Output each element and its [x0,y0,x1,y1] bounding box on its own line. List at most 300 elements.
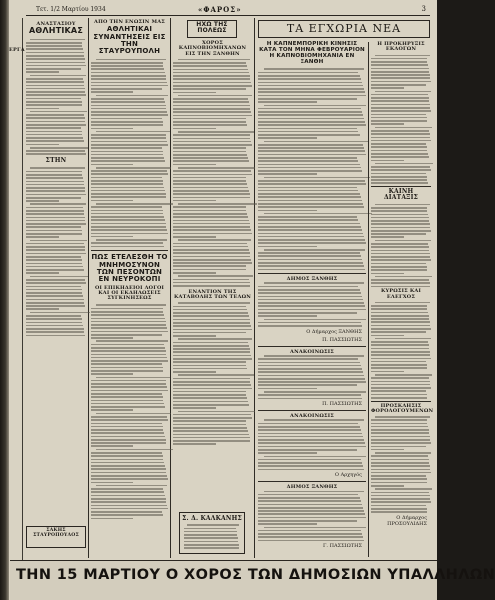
text-line [375,416,430,418]
text-line [184,528,236,530]
text-line [371,432,429,434]
text-line [371,462,429,464]
text-line [173,269,246,271]
text-line [371,84,426,86]
text-line [371,94,428,96]
text-line [258,325,362,327]
ratification-article [371,302,431,399]
text-line [26,295,83,297]
text-line [91,82,167,84]
text-line [371,358,431,360]
text-line [91,508,168,510]
text-line [26,190,85,192]
text-line [264,177,370,179]
text-line [91,354,166,356]
text-line [371,381,430,383]
text-line [258,101,317,103]
text-line [26,114,84,116]
text-line [91,393,162,395]
text-line [371,325,430,327]
text-line [91,344,164,346]
text-line [30,75,86,77]
text-line [173,111,251,113]
text-line [371,279,429,281]
text-line [258,242,366,244]
text-line [173,69,248,71]
text-line [91,465,165,467]
city-echo-box [187,20,237,38]
text-line [91,455,163,457]
text-line [91,164,133,166]
text-line [91,108,166,110]
text-line [91,327,167,329]
text-line [371,423,427,425]
text-line [173,329,252,331]
text-line [258,286,358,288]
text-line [91,432,164,434]
text-line [371,230,431,232]
text-line [371,446,426,448]
col3-article-2 [173,302,252,445]
text-line [26,68,81,70]
text-line [258,259,362,261]
text-line [91,324,166,326]
text-line [258,219,358,221]
text-line [91,187,164,189]
text-line [91,311,163,313]
text-line [173,170,251,172]
text-line [173,420,246,422]
newspaper-name: «ΦΑΡΟΣ» [198,5,242,14]
text-line [371,263,426,265]
text-line [258,82,362,84]
text-line [371,77,430,79]
text-line [178,302,251,304]
text-line [26,286,81,288]
text-line [178,411,255,413]
text-line [371,169,431,171]
text-line [173,315,249,317]
notice-1-signature-name: Π. ΠΑΣΣΙΩΤΗΣ [322,336,362,343]
text-line [91,367,163,369]
text-line [371,498,430,500]
text-line [258,442,365,444]
text-line [375,374,433,376]
text-line [173,368,247,370]
text-line [26,322,82,324]
column-rule [254,18,255,558]
ad-stavropoulos [26,526,86,548]
notice-3-signature: Ο Αρχηγός [334,472,362,479]
text-line [258,462,362,464]
text-line [264,456,366,458]
text-line [91,452,162,454]
text-line [371,64,428,66]
text-line [375,276,433,278]
text-line [371,130,429,132]
text-line [258,362,360,364]
column-rule [88,18,89,558]
text-line [173,404,249,406]
text-line [371,256,430,258]
text-line [264,491,363,493]
text-line [258,210,317,212]
notice-2-signature: Π. ΠΑΣΣΙΩΤΗΣ [322,401,362,408]
text-line [173,197,250,199]
text-line [91,495,165,497]
text-line [264,105,366,107]
text-line [371,318,429,320]
text-line [375,55,430,57]
text-line [371,120,427,122]
text-line [173,206,246,208]
col1-article-2 [26,167,86,336]
elections-headline: Η ΠΡΟΚΗΡΥΞΙΣ ΕΚΛΟΓΩΝ [377,41,425,53]
taxpayers-headline: ΠΡΟΣΚΛΗΣΙΣ ΦΟΡΟΛΟΓΟΥΜΕΝΩΝ [371,402,434,414]
text-line [26,85,84,87]
col3-subhead-1: ΧΟΡΟΣ ΚΑΠΝΟΒΙΟΜΗΧΑΝΩΝ ΕΙΣ ΤΗΝ ΞΑΝΘΗΝ [178,40,247,57]
text-line [91,439,166,441]
text-line [371,210,427,212]
text-line [258,371,363,373]
text-line [258,157,357,159]
col3-article-1 [173,59,252,287]
text-line [91,114,168,116]
text-line [26,223,86,225]
text-line [371,179,427,181]
text-line [371,495,430,497]
text-line [173,437,250,439]
text-line [26,233,82,235]
taxpayers-article [371,416,431,513]
text-line [91,147,162,149]
text-line [30,203,86,205]
text-line [91,91,133,93]
text-line [371,217,429,219]
notice-1-body [258,282,366,326]
text-line [173,285,250,287]
text-line [258,533,362,535]
text-line [173,252,250,254]
masthead [26,3,430,16]
text-line [91,357,167,359]
text-line [371,166,430,168]
text-line [91,423,162,425]
text-line [371,68,429,70]
text-line [258,233,363,235]
text-line [258,510,364,512]
text-line [91,426,163,428]
text-line [91,472,166,474]
text-line [91,321,166,323]
text-line [258,439,364,441]
text-line [258,131,358,133]
text-line [258,365,361,367]
text-line [258,504,362,506]
text-line [173,246,248,248]
text-line [371,71,429,73]
text-line [30,167,85,169]
text-line [91,462,164,464]
text-line [26,315,81,317]
text-line [26,253,86,255]
text-line [91,183,163,185]
text-line [371,505,426,507]
text-line [173,82,251,84]
text-line [30,276,89,278]
text-line [258,426,360,428]
text-line [371,156,429,158]
text-line [371,377,429,379]
text-line [91,501,166,503]
column-1 [26,18,86,558]
text-line [26,217,85,219]
text-line [91,363,162,365]
text-line [258,173,317,175]
text-line [258,88,364,90]
text-line [173,65,247,67]
text-line [91,216,164,218]
text-line [371,140,431,142]
text-line [371,236,404,238]
text-line [371,250,429,252]
text-line [91,160,165,162]
text-line [371,455,428,457]
text-line [26,127,81,129]
text-line [26,117,85,119]
text-line [184,537,238,539]
text-line [91,180,163,182]
text-line [26,91,85,93]
text-line [258,500,361,502]
text-line [264,527,366,529]
text-line [258,236,364,238]
text-line [91,144,168,146]
text-line [173,249,249,251]
text-line [258,170,362,172]
text-line [91,111,167,113]
text-line [375,302,430,304]
text-line [371,508,427,510]
text-line [173,101,249,103]
text-line [173,378,250,380]
text-line [258,200,362,202]
text-line [371,361,426,363]
text-line [173,141,251,143]
text-line [26,121,85,123]
text-line [371,482,427,484]
text-line [173,407,216,409]
right-section-col2 [371,41,434,557]
text-line [173,75,250,77]
notice-divider [258,410,366,411]
text-line [91,128,133,130]
text-line [173,138,250,140]
text-line [371,335,404,337]
col1-top-subhead: ΑΝΑΣΤΑΣΙΟΥ [36,21,76,27]
col2-mid-headline: ΠΩΣ ΕΤΕΛΕΣΘΗ ΤΟ ΜΝΗΜΟΣΥΝΟΝ ΤΩΝ ΠΕΣΟΝΤΩΝ ΕΝ ΝΕΥΡΟΚΟΠΙ [91,253,168,284]
text-line [91,514,163,516]
text-line [173,177,246,179]
text-line [173,430,248,432]
text-line [96,167,171,169]
local-news-banner: ΤΑ ΕΓΧΩΡΙΑ ΝΕΑ [286,22,402,35]
text-line [371,74,430,76]
text-line [258,246,317,248]
text-line [178,275,253,277]
text-line [91,331,168,333]
text-line [258,497,360,499]
text-line [91,478,168,480]
text-line [375,488,433,490]
text-line [91,347,165,349]
text-line [264,249,364,251]
text-line [258,95,366,97]
text-line [173,144,252,146]
text-line [26,58,85,60]
text-line [96,203,173,205]
ratification-headline: ΚΥΡΩΣΙΣ ΚΑΙ ΕΛΕΓΧΟΣ [380,288,422,300]
text-line [26,197,81,199]
text-line [26,325,83,327]
text-line [91,416,167,418]
text-line [371,354,430,356]
text-line [371,253,430,255]
text-line [258,530,361,532]
text-line [371,344,429,346]
text-line [26,171,82,173]
text-line [258,190,358,192]
text-line [26,302,84,304]
text-line [371,472,431,474]
text-line [91,498,166,500]
text-line [371,312,428,314]
text-line [173,213,247,215]
text-line [173,282,250,284]
text-line [258,446,366,448]
text-line [258,134,360,136]
notice-3-title: ΑΝΑΚΟΙΝΩΣΙΣ [290,413,334,420]
text-line [258,216,357,218]
text-line [173,345,249,347]
text-line [91,196,166,198]
text-line [371,384,430,386]
text-line [264,68,363,70]
text-line [96,340,168,342]
text-line [26,153,86,155]
right-section-lead [258,42,366,557]
text-line [371,220,429,222]
text-line [91,475,167,477]
text-line [371,114,426,116]
text-line [30,240,88,242]
text-line [26,269,84,271]
text-line [258,312,357,314]
text-line [173,151,246,153]
text-line [96,449,173,451]
text-line [258,507,363,509]
text-line [371,81,431,83]
text-line [264,391,366,393]
text-line [96,413,171,415]
text-line [264,355,363,357]
spine-strip [9,18,23,578]
text-line [91,505,167,507]
text-line [371,390,426,392]
text-line [258,206,364,208]
ad-left-text: ΣΑΚΗΣ ΣΤΑΥΡΟΠΟΥΛΟΣ [33,528,79,538]
text-line [173,312,248,314]
text-line [258,137,317,139]
text-line [371,348,429,350]
text-line [96,59,167,61]
new-provision-headline: ΚΑΙΝΗ ΔΙΑΤΑΞΙΣ [383,188,419,202]
text-line [26,48,83,50]
local-news-banner-box [258,20,430,38]
binding-edge [0,0,9,600]
text-line [91,137,166,139]
text-line [173,88,246,90]
text-line [258,315,317,317]
text-line [91,75,166,77]
text-line [173,157,248,159]
text-line [371,146,427,148]
text-line [91,409,133,411]
text-line [26,331,84,333]
notice-4-signature: Γ. ΠΑΣΣΙΩΤΗΣ [322,543,362,550]
text-line [371,429,429,431]
text-line [258,398,362,400]
text-line [173,124,247,126]
text-line [371,439,430,441]
text-line [173,265,246,267]
text-line [173,414,251,416]
text-line [26,220,85,222]
text-line [258,309,366,311]
text-line [173,434,249,436]
text-line [91,383,166,385]
text-line [371,246,429,248]
text-line [173,351,250,353]
text-line [258,449,357,451]
text-line [91,360,168,362]
text-line [258,375,364,377]
notice-2-body [258,355,366,399]
text-line [91,380,166,382]
article-divider [371,186,431,187]
text-line [173,424,246,426]
text-line [173,325,251,327]
text-line [173,174,252,176]
text-line [258,381,366,383]
text-line [264,319,366,321]
text-line [91,206,162,208]
text-line [173,256,250,258]
bottom-banner-headline: ΤΗΝ 15 ΜΑΡΤΙΟΥ Ο ΧΟΡΟΣ ΤΩΝ ΔΗΜΟΣΙΩΝ ΥΠΑΛΛΗΛΩΝ [16,567,495,583]
text-line [173,160,249,162]
text-line [173,78,250,80]
text-line [91,141,167,143]
text-line [184,547,239,549]
text-line [258,154,366,156]
text-line [173,223,250,225]
text-line [91,396,163,398]
text-line [258,108,361,110]
text-line [264,213,372,215]
text-line [258,180,365,182]
text-line [258,128,357,130]
text-line [173,236,216,238]
